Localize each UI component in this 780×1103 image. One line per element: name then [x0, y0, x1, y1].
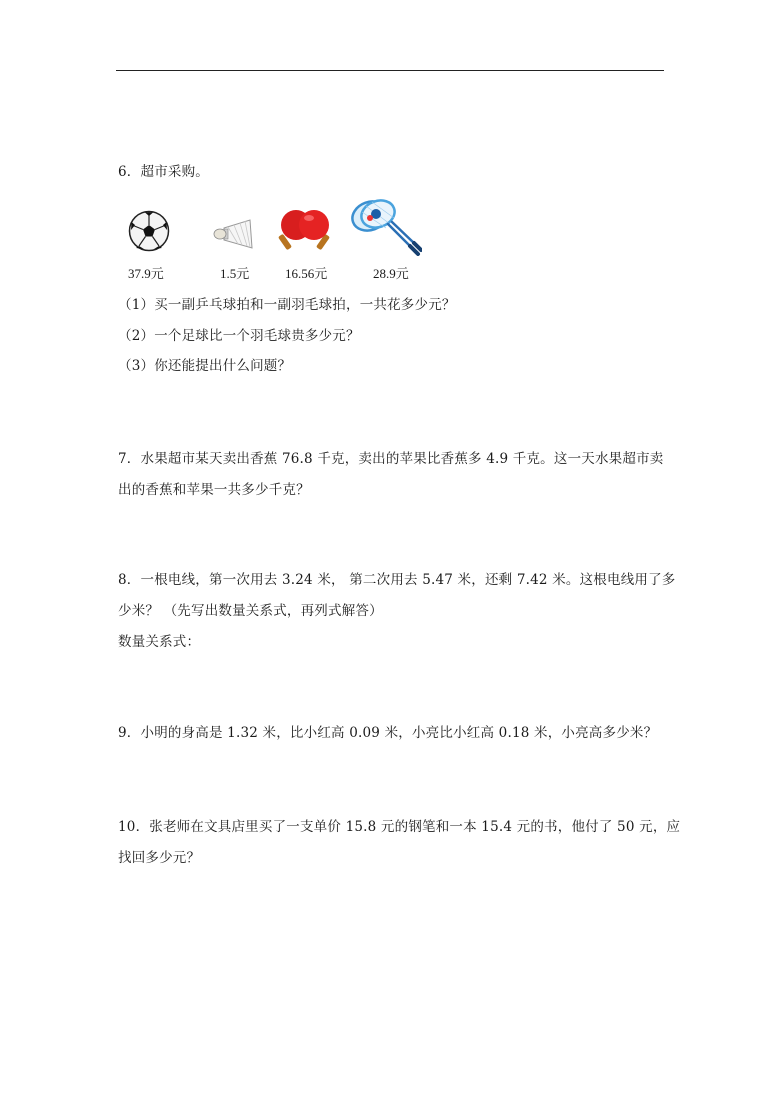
- q9-line1: 9．小明的身高是 1.32 米，比小红高 0.09 米，小亮比小红高 0.18 米，小亮高多少米？: [118, 725, 658, 741]
- q10-line2: 找回多少元？: [118, 850, 201, 866]
- header-rule: [116, 70, 664, 71]
- q6-sub1: （1）买一副乒乓球拍和一副羽毛球拍，一共花多少元？: [118, 297, 456, 313]
- shuttlecock-icon: [212, 218, 254, 252]
- q6-sub2: （2）一个足球比一个羽毛球贵多少元？: [118, 328, 360, 344]
- soccer-ball-icon: [128, 210, 170, 252]
- price-ping-pong-paddles: 16.56元: [285, 266, 328, 281]
- q6-title: 6．超市采购。: [118, 164, 209, 180]
- price-soccer-ball: 37.9元: [128, 266, 164, 281]
- q7-line2: 出的香蕉和苹果一共多少千克？: [118, 482, 310, 498]
- q7-line1: 7．水果超市某天卖出香蕉 76.8 千克，卖出的苹果比香蕉多 4.9 千克。这一天水果超市卖: [118, 451, 664, 467]
- q10-line1: 10．张老师在文具店里买了一支单价 15.8 元的钢笔和一本 15.4 元的书，他付了 50 元，应: [118, 819, 681, 835]
- q8-line3: 数量关系式：: [118, 634, 201, 650]
- price-badminton-rackets: 28.9元: [373, 266, 409, 281]
- price-shuttlecock: 1.5元: [220, 266, 250, 281]
- q6-sub3: （3）你还能提出什么问题？: [118, 358, 292, 374]
- badminton-rackets-icon: [348, 198, 422, 256]
- ping-pong-paddles-icon: [276, 208, 334, 254]
- q8-line2: 少米？ （先写出数量关系式，再列式解答）: [118, 603, 383, 619]
- q8-line1: 8．一根电线，第一次用去 3.24 米， 第二次用去 5.47 米，还剩 7.42 米。这根电线用了多: [118, 572, 676, 588]
